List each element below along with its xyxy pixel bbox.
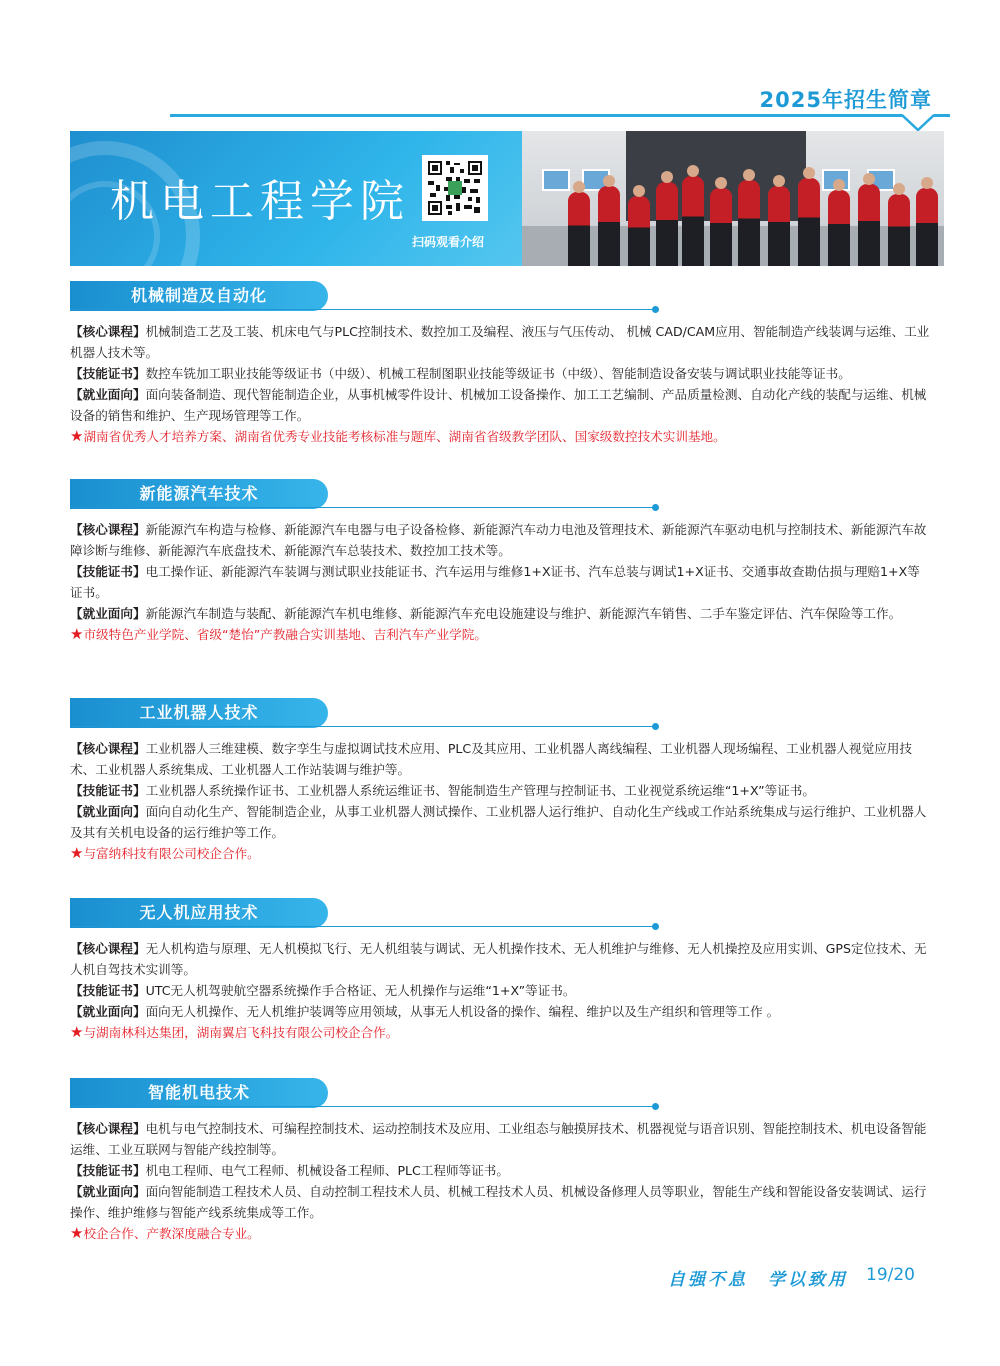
section-body bbox=[70, 519, 930, 645]
skill-certificates bbox=[70, 780, 930, 801]
school-motto: 自强不息 学以致用 bbox=[668, 1270, 848, 1290]
section-rule bbox=[70, 507, 656, 508]
honors bbox=[70, 1022, 930, 1043]
major-section-intelligent-mechatronics bbox=[70, 1078, 930, 1244]
employment-direction bbox=[70, 801, 930, 843]
qr-caption: 扫码观看介绍 bbox=[412, 235, 485, 249]
honors-text: 湖南省优秀人才培养方案、湖南省优秀专业技能考核标准与题库、湖南省省级教学团队、国家级数控技术实训基地。 bbox=[83, 429, 726, 444]
honors bbox=[70, 624, 930, 645]
student-figure bbox=[768, 186, 790, 266]
photo-poster bbox=[542, 169, 570, 191]
core-courses-label: 【核心课程】 bbox=[70, 1121, 146, 1136]
skill-certificates bbox=[70, 980, 930, 1001]
skill-certificates-text: 机电工程师、电气工程师、机械设备工程师、PLC工程师等证书。 bbox=[145, 1163, 509, 1178]
core-courses bbox=[70, 938, 930, 980]
core-courses bbox=[70, 321, 930, 363]
honors-text: 市级特色产业学院、省级“楚怡”产教融合实训基地、吉利汽车产业学院。 bbox=[83, 627, 487, 642]
core-courses bbox=[70, 738, 930, 780]
employment-direction bbox=[70, 384, 930, 426]
section-title: 无人机应用技术 bbox=[139, 903, 259, 922]
section-header bbox=[70, 898, 930, 928]
section-rule-dot bbox=[652, 504, 659, 511]
honors bbox=[70, 1223, 930, 1244]
skill-certificates-label: 【技能证书】 bbox=[70, 366, 146, 381]
core-courses-text: 工业机器人三维建模、数字孪生与虚拟调试技术应用、PLC及其应用、工业机器人离线编程、工业机器人现场编程、工业机器人视觉应用技术、工业机器人系统集成、工业机器人工作站装调与维护等。 bbox=[70, 741, 912, 777]
core-courses-label: 【核心课程】 bbox=[70, 941, 146, 956]
section-title: 工业机器人技术 bbox=[139, 703, 259, 722]
college-banner bbox=[70, 131, 944, 266]
employment-direction-text: 面向智能制造工程技术人员、自动控制工程技术人员、机械工程技术人员、机械设备修理人员等职业，智能生产线和智能设备安装调试、运行操作、维护维修与智能产线系统集成等工作。 bbox=[70, 1184, 927, 1220]
section-rule-dot bbox=[652, 1103, 659, 1110]
skill-certificates-label: 【技能证书】 bbox=[70, 564, 146, 579]
major-section-mechanical-manufacturing bbox=[70, 281, 930, 447]
employment-direction-label: 【就业面向】 bbox=[70, 1184, 146, 1199]
major-section-new-energy-vehicle bbox=[70, 479, 930, 645]
section-rule bbox=[70, 309, 656, 310]
section-rule bbox=[70, 926, 656, 927]
star-icon: ★ bbox=[70, 427, 84, 445]
section-rule bbox=[70, 726, 656, 727]
core-courses-text: 机械制造工艺及工装、机床电气与PLC控制技术、数控加工及编程、液压与气压传动、 机械 CAD/CAM应用、智能制造产线装调与运维、工业机器人技术等。 bbox=[70, 324, 930, 360]
skill-certificates-text: 工业机器人系统操作证书、工业机器人系统运维证书、智能制造生产管理与控制证书、工业视觉系统运维“1+X”等证书。 bbox=[145, 783, 815, 798]
section-rule-dot bbox=[652, 306, 659, 313]
student-figure bbox=[888, 194, 910, 266]
student-figure bbox=[656, 182, 678, 266]
employment-direction bbox=[70, 1181, 930, 1223]
student-figure bbox=[710, 188, 732, 266]
section-rule-dot bbox=[652, 723, 659, 730]
section-body bbox=[70, 321, 930, 447]
employment-direction-text: 面向无人机操作、无人机维护装调等应用领域，从事无人机设备的操作、编程、维护以及生产组织和管理等工作 。 bbox=[145, 1004, 780, 1019]
core-courses-label: 【核心课程】 bbox=[70, 522, 146, 537]
honors bbox=[70, 843, 930, 864]
section-rule-dot bbox=[652, 923, 659, 930]
student-figure bbox=[828, 190, 850, 266]
qr-code[interactable] bbox=[422, 155, 488, 221]
section-header bbox=[70, 281, 930, 311]
skill-certificates-label: 【技能证书】 bbox=[70, 1163, 146, 1178]
core-courses-label: 【核心课程】 bbox=[70, 741, 146, 756]
student-figure bbox=[682, 176, 704, 266]
major-section-drone-application bbox=[70, 898, 930, 1043]
student-figure bbox=[598, 186, 620, 266]
skill-certificates bbox=[70, 363, 930, 384]
section-body bbox=[70, 1118, 930, 1244]
student-figure bbox=[916, 188, 938, 266]
employment-direction-label: 【就业面向】 bbox=[70, 606, 146, 621]
section-title: 新能源汽车技术 bbox=[139, 484, 259, 503]
star-icon: ★ bbox=[70, 844, 84, 862]
skill-certificates-text: 数控车铣加工职业技能等级证书（中级）、机械工程制图职业技能等级证书（中级）、智能制造设备安装与调试职业技能等证书。 bbox=[145, 366, 851, 381]
header-rule bbox=[170, 114, 950, 117]
skill-certificates bbox=[70, 561, 930, 603]
star-icon: ★ bbox=[70, 1023, 84, 1041]
employment-direction-text: 面向装备制造、现代智能制造企业，从事机械零件设计、机械加工设备操作、加工工艺编制、产品质量检测、自动化产线的装配与运维、机械设备的销售和维护、生产现场管理等工作。 bbox=[70, 387, 927, 423]
brochure-title: 2025年招生简章 bbox=[759, 88, 932, 112]
student-figure bbox=[628, 196, 650, 266]
core-courses-text: 无人机构造与原理、无人机模拟飞行、无人机组装与调试、无人机操作技术、无人机维护与维修、无人机操控及应用实训、GPS定位技术、无人机自驾技术实训等。 bbox=[70, 941, 927, 977]
employment-direction-label: 【就业面向】 bbox=[70, 1004, 146, 1019]
star-icon: ★ bbox=[70, 625, 84, 643]
skill-certificates bbox=[70, 1160, 930, 1181]
honors-text: 校企合作、产教深度融合专业。 bbox=[83, 1226, 260, 1241]
page-number: 19/20 bbox=[866, 1265, 915, 1285]
student-figure bbox=[738, 180, 760, 266]
honors-text: 与富纳科技有限公司校企合作。 bbox=[83, 846, 260, 861]
section-body bbox=[70, 738, 930, 864]
section-header bbox=[70, 479, 930, 509]
employment-direction bbox=[70, 603, 930, 624]
employment-direction-text: 面向自动化生产、智能制造企业，从事工业机器人测试操作、工业机器人运行维护、自动化生产线或工作站系统集成与运行维护、工业机器人及其有关机电设备的运行维护等工作。 bbox=[70, 804, 927, 840]
star-icon: ★ bbox=[70, 1224, 84, 1242]
section-header bbox=[70, 1078, 930, 1108]
employment-direction-label: 【就业面向】 bbox=[70, 387, 146, 402]
section-rule bbox=[70, 1106, 656, 1107]
college-name: 机电工程学院 bbox=[110, 176, 410, 227]
core-courses-label: 【核心课程】 bbox=[70, 324, 146, 339]
student-figure bbox=[568, 192, 590, 266]
skill-certificates-text: UTC无人机驾驶航空器系统操作手合格证、无人机操作与运维“1+X”等证书。 bbox=[145, 983, 576, 998]
employment-direction-text: 新能源汽车制造与装配、新能源汽车机电维修、新能源汽车充电设施建设与维护、新能源汽车销售、二手车鉴定评估、汽车保险等工作。 bbox=[145, 606, 902, 621]
core-courses bbox=[70, 1118, 930, 1160]
skill-certificates-text: 电工操作证、新能源汽车装调与测试职业技能证书、汽车运用与维修1+X证书、汽车总装与调试1+X证书、交通事故查勘估损与理赔1+X等证书。 bbox=[70, 564, 920, 600]
student-figure bbox=[858, 184, 880, 266]
core-courses-text: 电机与电气控制技术、可编程控制技术、运动控制技术及应用、工业组态与触摸屏技术、机器视觉与语音识别、智能控制技术、机电设备智能运维、工业互联网与智能产线控制等。 bbox=[70, 1121, 927, 1157]
employment-direction bbox=[70, 1001, 930, 1022]
employment-direction-label: 【就业面向】 bbox=[70, 804, 146, 819]
core-courses bbox=[70, 519, 930, 561]
section-body bbox=[70, 938, 930, 1043]
core-courses-text: 新能源汽车构造与检修、新能源汽车电器与电子设备检修、新能源汽车动力电池及管理技术、新能源汽车驱动电机与控制技术、新能源汽车故障诊断与维修、新能源汽车底盘技术、新能源汽车总装技术、数控加工技术等。 bbox=[70, 522, 927, 558]
skill-certificates-label: 【技能证书】 bbox=[70, 983, 146, 998]
section-title: 智能机电技术 bbox=[147, 1083, 250, 1102]
student-figure bbox=[798, 178, 820, 266]
major-section-industrial-robot bbox=[70, 698, 930, 864]
students-photo bbox=[522, 131, 944, 266]
skill-certificates-label: 【技能证书】 bbox=[70, 783, 146, 798]
banner-panel bbox=[70, 131, 522, 266]
section-title: 机械制造及自动化 bbox=[130, 286, 267, 305]
honors-text: 与湖南林科达集团，湖南翼启飞科技有限公司校企合作。 bbox=[83, 1025, 399, 1040]
section-header bbox=[70, 698, 930, 728]
qr-code-icon bbox=[426, 159, 484, 217]
honors bbox=[70, 426, 930, 447]
